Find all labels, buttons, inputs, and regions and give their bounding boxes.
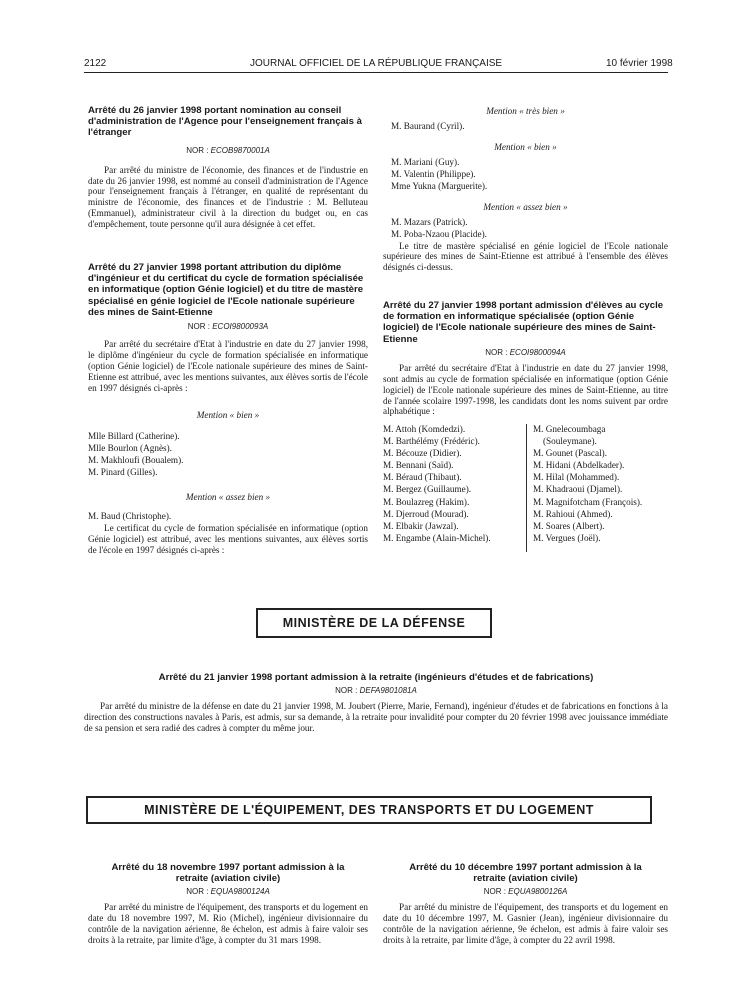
list-item: M. Pinard (Gilles).: [88, 466, 158, 477]
names-list: [88, 510, 368, 522]
list-item: M. Baurand (Cyril).: [391, 121, 465, 131]
page-number: 2122: [84, 58, 107, 69]
arrete-26-janvier: [88, 105, 368, 230]
arrete-10-decembre: [383, 862, 668, 946]
arrete-title: Arrêté du 27 janvier 1998 portant admission d'élèves au cycle de formation en informatique spécialisée (option Génie logiciel) de l'Ecole nationale supérieure des mines de Saint-Etienne: [383, 300, 664, 345]
arrete-title: Arrêté du 26 janvier 1998 portant nomination au conseil d'administration de l'Agence pour l'enseignement français à l'étranger: [88, 105, 362, 139]
mention-heading: Mention « assez bien »: [483, 202, 568, 213]
header-rule: [84, 72, 668, 73]
list-item: M. Attoh (Komdedzi).: [383, 424, 466, 434]
arrete-title: Arrêté du 21 janvier 1998 portant admission à la retraite (ingénieurs d'études et de fabrications): [158, 672, 594, 683]
list-item: M. Bécouze (Didier).: [383, 448, 462, 459]
list-item: M. Boulazreg (Hakim).: [383, 496, 470, 507]
arrete-title: Arrêté du 27 janvier 1998 portant attribution du diplôme d'ingénieur et du certificat du cycle de formation spécialisée en informatique (option Génie logiciel) et du titre de mastère spécialisé en génie logiciel de l'Ecole nationale supérieure des mines de Saint-Etienne: [88, 262, 364, 318]
arrete-title: Arrêté du 10 décembre 1997 portant admission à la retraite (aviation civile): [409, 862, 642, 885]
names-list: [383, 216, 668, 240]
names-list: [383, 120, 668, 132]
arrete-text: Par arrêté du secrétaire d'Etat à l'industrie en date du 27 janvier 1998, sont admis au cycle de formation spécialisée en informatique (option Génie logiciel) de l'Ecole nationale supérieure des mines de Saint-Etienne, au titre de l'année scolaire 1997-1998, les candidats dont les noms suivent par ordre alphabétique :: [383, 362, 668, 417]
arrete-27-janvier-admission: [383, 300, 668, 417]
list-item: M. Elbakir (Jawzal).: [383, 520, 459, 531]
arrete-text: Par arrêté du ministre de la défense en date du 21 janvier 1998, M. Joubert (Pierre, Marie, Fernand), ingénieur d'études et de fabrications en fonctions à la direction des constructions navales à Paris, est admis, sur sa demande, à la retraite pour invalidité pour compter du 20 février 1998 avec jouissance immédiate de sa pension et sera radié des cadres à compter du même jour.: [84, 701, 668, 734]
ministry-heading-defense: MINISTÈRE DE LA DÉFENSE: [256, 608, 492, 638]
students-list-right: [533, 423, 673, 544]
arrete-21-janvier: [84, 672, 668, 734]
nor-reference: NOR : EQUA9800126A: [483, 887, 568, 897]
arrete-18-novembre: [88, 862, 368, 946]
list-item: M. Djerroud (Mourad).: [383, 508, 469, 519]
list-item: M. Poba-Nzaou (Placide).: [391, 229, 487, 240]
nor-reference: NOR : ECOI9800093A: [187, 322, 269, 332]
mention-heading: Mention « bien »: [494, 142, 557, 153]
arrete-27-janvier-diplome: [88, 262, 368, 556]
list-item: M. Vergues (Joël).: [533, 532, 601, 543]
issue-date: 10 février 1998: [606, 58, 673, 69]
list-item: M. Rahioui (Ahmed).: [533, 508, 613, 519]
column-divider: [526, 424, 527, 552]
list-item: M. Mariani (Guy).: [391, 157, 460, 168]
list-item: M. Bergez (Guillaume).: [383, 484, 472, 495]
students-list-left: [383, 423, 533, 544]
mention-heading: Mention « assez bien »: [185, 491, 271, 502]
arrete-text: Par arrêté du ministre de l'équipement, des transports et du logement en date du 18 novembre 1997, M. Rio (Michel), ingénieur divisionnaire du contrôle de la navigation aérienne, 8e échelon, est admis à faire valoir ses droits à la retraite, par limite d'âge, à compter du 31 mars 1998.: [88, 902, 368, 946]
list-item: M. Engambe (Alain-Michel).: [383, 532, 491, 543]
arrete-text: Par arrêté du ministre de l'équipement, des transports et du logement en date du 10 décembre 1997, M. Gasnier (Jean), ingénieur divisionnaire du contrôle de la navigation aérienne, 9e échelon, est admis à faire valoir ses droits à la retraite, par limite d'âge, à compter du 22 avril 1998.: [383, 902, 668, 946]
mention-heading: Mention « très bien »: [486, 106, 565, 116]
list-item: M. Bennani (Saïd).: [383, 460, 454, 471]
names-list: [88, 430, 368, 478]
names-list: [383, 156, 668, 192]
list-item: M. Makhloufi (Boualem).: [88, 454, 184, 465]
list-item: Mme Yukna (Marguerite).: [391, 181, 488, 192]
ministry-heading-equipement: MINISTÈRE DE L'ÉQUIPEMENT, DES TRANSPORTS ET DU LOGEMENT: [86, 796, 652, 824]
arrete-text: Le certificat du cycle de formation spécialisée en informatique (option Génie logiciel) est attribué, avec les mentions suivantes, aux élèves sortis de l'école en 1997 désignés ci-après :: [88, 523, 368, 555]
mastere-text: Le titre de mastère spécialisé en génie logiciel de l'Ecole nationale supérieure des mines de Saint-Etienne est attribué à l'ensemble des élèves désignés ci-dessus.: [383, 240, 668, 273]
list-item: M. Baud (Christophe).: [88, 510, 172, 521]
list-item: M. Hilal (Mohammed).: [533, 472, 620, 483]
list-item: M. Khadraoui (Djamel).: [533, 484, 623, 495]
list-item: M. Béraud (Thibaut).: [383, 472, 462, 483]
list-item: M. Valentin (Philippe).: [391, 169, 476, 180]
journal-title: JOURNAL OFFICIEL DE LA RÉPUBLIQUE FRANÇAISE: [250, 58, 503, 69]
list-item: M. Gnelecoumbaga: [533, 424, 606, 434]
list-item: (Souleymane).: [543, 436, 597, 447]
list-item: M. Hidani (Abdelkader).: [533, 460, 625, 471]
list-item: M. Soares (Albert).: [533, 520, 605, 531]
list-item: M. Barthélémy (Frédéric).: [383, 436, 480, 447]
arrete-text: Par arrêté du secrétaire d'Etat à l'industrie en date du 27 janvier 1998, le diplôme d'ingénieur du cycle de formation spécialisée en informatique (option Génie logiciel) de l'Ecole nationale supérieure des mines de Saint-Etienne est attribué, avec les mentions suivantes, aux élèves sortis de l'école en 1997 désignés ci-après :: [88, 339, 368, 393]
list-item: M. Magnifotcham (François).: [533, 496, 643, 507]
right-column-mentions: [383, 106, 668, 273]
nor-reference: NOR : ECOB9870001A: [186, 145, 270, 155]
list-item: Mlle Billard (Catherine).: [88, 430, 180, 441]
list-item: M. Gounet (Pascal).: [533, 448, 607, 459]
mention-heading: Mention « bien »: [196, 409, 260, 420]
arrete-text: Par arrêté du ministre de l'économie, des finances et de l'industrie en date du 26 janvier 1998, est nommé au conseil d'administration de l'Agence pour l'enseignement français à l'étranger, en qualité de représentant du ministre de l'économie, des finances et de l'industrie : M. Belluteau (Emmanuel), administrateur civil à la direction du budget ou, en cas d'empêchement, toute personne qu'il aura désignée à cet effet.: [88, 164, 368, 230]
arrete-title: Arrêté du 18 novembre 1997 portant admission à la retraite (aviation civile): [111, 862, 345, 885]
list-item: M. Mazars (Patrick).: [391, 217, 468, 228]
nor-reference: NOR : DEFA9801081A: [335, 686, 417, 696]
nor-reference: NOR : EQUA9800124A: [186, 887, 270, 897]
list-item: Mlle Bourlon (Agnès).: [88, 442, 172, 453]
nor-reference: NOR : ECOI9800094A: [485, 347, 566, 357]
